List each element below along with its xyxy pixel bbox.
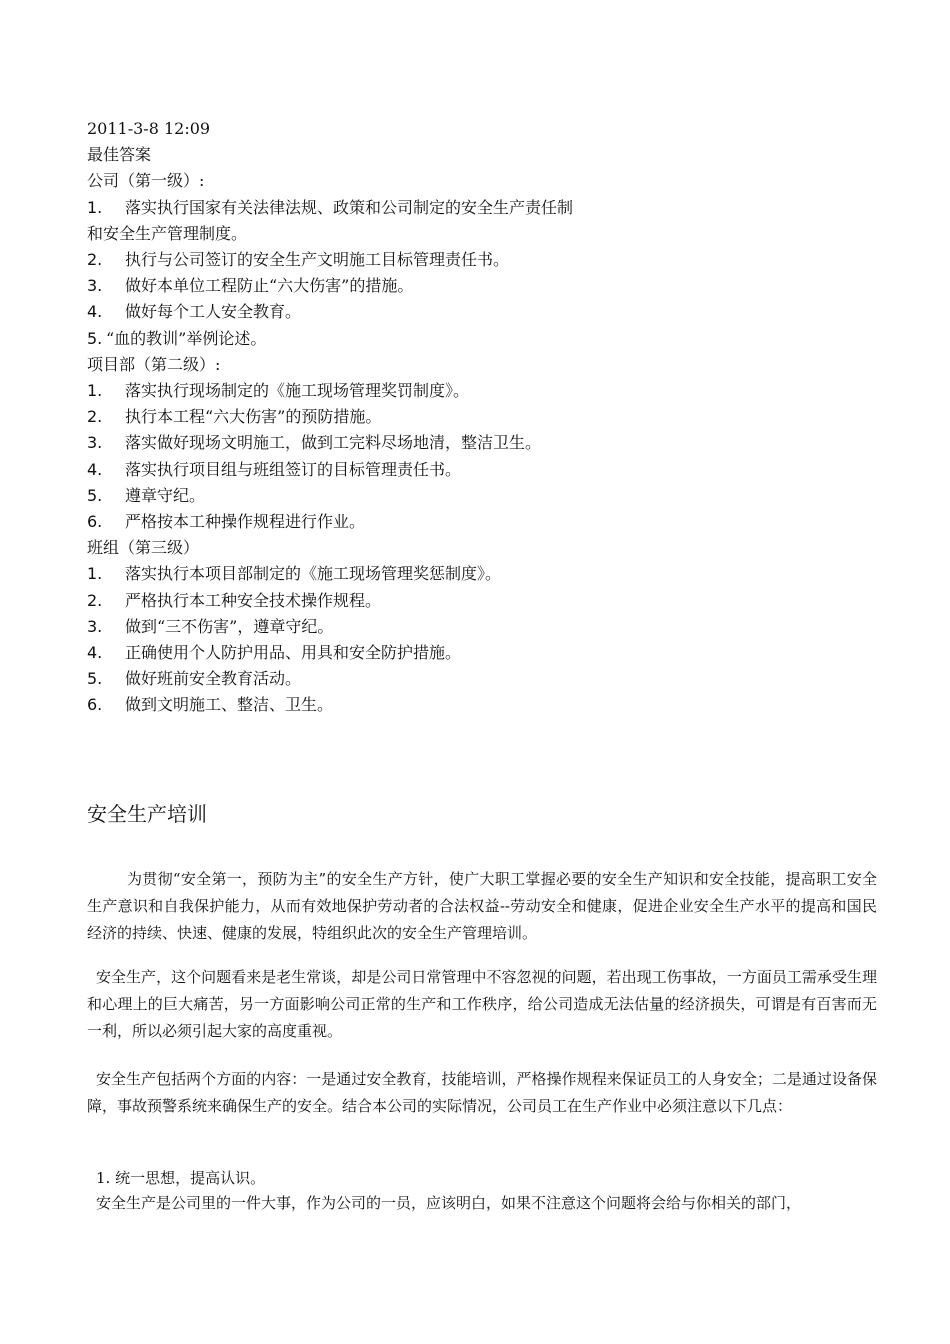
paragraph-point-body: 安全生产是公司里的一件大事，作为公司的一员，应该明白，如果不注意这个问题将会给与你相关的部门， [96,1194,802,1212]
item-text: 做好每个工人安全教育。 [125,302,302,322]
item-text: 落实执行现场制定的《施工现场管理奖罚制度》。 [125,381,470,401]
item-number: 3. [87,276,103,296]
list-item [87,404,887,430]
item-text: 落实执行本项目部制定的《施工现场管理奖惩制度》。 [125,564,502,584]
paragraph-content: 安全生产包括两个方面的内容：一是通过安全教育，技能培训，严格操作规程来保证员工的人身安全；二是通过设备保障，事故预警系统来确保生产的安全。结合本公司的实际情况，公司员工在生产作业中必须注意以下几点： [87,1070,877,1115]
list-item [87,326,887,352]
item-text: 落实执行项目组与班组签订的目标管理责任书。 [125,459,462,479]
item-number: 4. [87,459,103,479]
list-item [87,509,887,535]
paragraph-point-heading: 1. 统一思想，提高认识。 [96,1169,266,1187]
list-item [87,299,887,325]
paragraph-importance: 安全生产，这个问题看来是老生常谈，却是公司日常管理中不容忽视的问题，若出现工伤事故，一方面员工需承受生理和心理上的巨大痛苦，另一方面影响公司正常的生产和工作秩序，给公司造成无法估量的经济损失，可谓是有百害而无一利，所以必须引起大家的高度重视。 [87,968,877,1040]
item-text: 落实执行国家有关法律法规、政策和公司制定的安全生产责任制 [125,197,574,217]
item-number: 3. [87,616,103,636]
list-item [87,247,887,273]
list-item [87,378,887,404]
item-number: 3. [87,433,103,453]
list-item [87,195,887,221]
item-number: 2. [87,250,103,270]
list-item [87,430,887,456]
list-item [87,614,887,640]
list-item [87,692,887,718]
answer-block [87,116,887,719]
timestamp: 2011-3-8 12:09 [87,119,211,138]
item-number: 5. [87,485,103,505]
item-text: 遵章守纪。 [125,485,206,505]
item-text: 正确使用个人防护用品、用具和安全防护措施。 [125,643,462,663]
item-number: 1. [87,381,103,401]
item-number: 6. [87,512,103,532]
item-text: 做到“三不伤害”，遵章守纪。 [125,616,334,636]
item-number: 4. [87,643,103,663]
project-heading: 项目部（第二级）: [87,354,221,374]
item-text: 执行本工程“六大伤害”的预防措施。 [125,407,382,427]
item-text: 严格按本工种操作规程进行作业。 [125,512,366,532]
section-title: 安全生产培训 [87,802,207,826]
item-text: “血的教训”举例论述。 [106,328,267,348]
item-number: 5. [87,669,103,689]
item-text: 做好班前安全教育活动。 [125,669,302,689]
team-heading: 班组（第三级） [87,538,200,558]
item-text: 落实做好现场文明施工，做到工完料尽场地清，整洁卫生。 [125,433,542,453]
item-text: 做到文明施工、整洁、卫生。 [125,695,334,715]
best-answer-label: 最佳答案 [87,145,152,165]
list-item-continuation [87,221,887,247]
list-item [87,273,887,299]
item-text: 和安全生产管理制度。 [87,223,248,243]
item-text: 执行与公司签订的安全生产文明施工目标管理责任书。 [125,250,510,270]
paragraph-intro: 为贯彻“安全第一，预防为主”的安全生产方针，使广大职工掌握必要的安全生产知识和安全技能，提高职工安全生产意识和自我保护能力，从而有效地保护劳动者的合法权益--劳动安全和健康，促进企业安全生产水平的提高和国民经济的持续、快速、健康的发展，特组织此次的安全生产管理培训。 [87,870,877,942]
item-text: 严格执行本工种安全技术操作规程。 [125,590,382,610]
item-number: 1. [87,564,103,584]
item-number: 1. [87,197,103,217]
list-item [87,640,887,666]
item-text: 做好本单位工程防止“六大伤害”的措施。 [125,276,414,296]
item-number: 2. [87,590,103,610]
item-number: 2. [87,407,103,427]
item-number: 5. [87,328,103,348]
list-item [87,457,887,483]
company-heading: 公司（第一级）: [87,171,205,191]
list-item [87,588,887,614]
list-item [87,561,887,587]
list-item [87,483,887,509]
item-number: 4. [87,302,103,322]
item-number: 6. [87,695,103,715]
list-item [87,666,887,692]
